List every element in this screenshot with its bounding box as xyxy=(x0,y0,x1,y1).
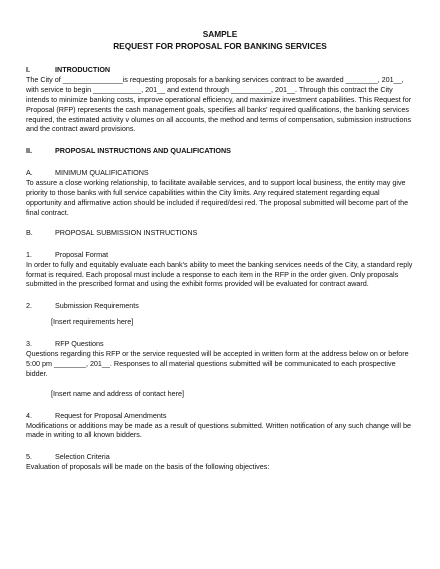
item-number: 2. xyxy=(26,301,32,311)
item-heading-selection-criteria xyxy=(26,452,414,462)
item-heading-amendments xyxy=(26,411,414,421)
section-heading-instructions xyxy=(26,146,414,156)
subsection-heading-submission-instructions xyxy=(26,228,414,238)
item-title: RFP Questions xyxy=(55,339,104,349)
section-heading-introduction xyxy=(26,65,414,75)
introduction-paragraph: The City of _______________is requesting proposals for a banking services contract to be awarded ________, 201__, with service to begin ____________, 201__ and extend through __________, 201__. Through this contract the City intends to minimize banking costs, improve operational efficiency, and maximize investment capabilities. This Request for Proposal (RFP) represents the cash management goals, specifies all banks' required qualifications, the banking services required, the estimated activity v olumes on all accounts, the method and terms of compensation, submission instructions and the contract award provisions. xyxy=(26,74,412,134)
item-title: Proposal Format xyxy=(55,249,109,259)
subsection-letter: A. xyxy=(26,168,33,178)
subsection-title: MINIMUM QUALIFICATIONS xyxy=(55,168,149,178)
section-title: PROPOSAL INSTRUCTIONS AND QUALIFICATIONS xyxy=(55,146,231,156)
qualifications-paragraph: To assure a close working relationship, to facilitate available services, and to support local business, the entity may give priority to those banks with full service capabilities within the City limits. Any required statement regarding equal opportunity and affirmative action should be included if required/desi red. The proposal submitted will become part of the final contract. xyxy=(26,178,409,217)
subsection-letter: B. xyxy=(26,227,33,237)
item-title: Submission Requirements xyxy=(55,301,139,311)
item-heading-submission-requirements xyxy=(26,301,414,311)
selection-criteria-paragraph: Evaluation of proposals will be made on the basis of the following objectives: xyxy=(26,462,270,472)
item-heading-rfp-questions xyxy=(26,339,414,349)
contact-placeholder: [Insert name and address of contact here] xyxy=(51,388,185,398)
doc-title-main: REQUEST FOR PROPOSAL FOR BANKING SERVICES xyxy=(113,41,327,51)
item-title: Selection Criteria xyxy=(55,452,110,462)
rfp-questions-paragraph: Questions regarding this RFP or the service requested will be accepted in written form at the address below on or before 5:00 pm ________, 201__. Responses to all material questions submitted will be communicated to each prospective bidder. xyxy=(26,349,409,378)
section-title: INTRODUCTION xyxy=(55,65,111,74)
subsection-title: PROPOSAL SUBMISSION INSTRUCTIONS xyxy=(55,227,198,237)
item-number: 5. xyxy=(26,452,32,462)
subsection-heading-minimum-qualifications xyxy=(26,168,414,178)
item-number: 4. xyxy=(26,410,32,420)
amendments-paragraph: Modifications or additions may be made as a result of questions submitted. Written notification of any such change will be made in writing to all known bidders. xyxy=(26,420,412,440)
item-heading-proposal-format xyxy=(26,250,414,260)
section-number: II. xyxy=(26,146,32,156)
item-number: 3. xyxy=(26,339,32,349)
requirements-placeholder: [Insert requirements here] xyxy=(51,317,134,327)
item-title: Request for Proposal Amendments xyxy=(55,410,167,420)
proposal-format-paragraph: In order to fully and equitably evaluate each bank's ability to meet the banking services needs of the City, a standard reply format is required. Each proposal must include a response to each item in the RFP in the order given. Only proposals submitted in the prescribed format and using the exhibit forms provided will be evaluated for contract award. xyxy=(26,259,413,289)
item-number: 1. xyxy=(26,249,32,259)
doc-title-sample: SAMPLE xyxy=(202,29,238,39)
section-number: I. xyxy=(26,65,30,74)
